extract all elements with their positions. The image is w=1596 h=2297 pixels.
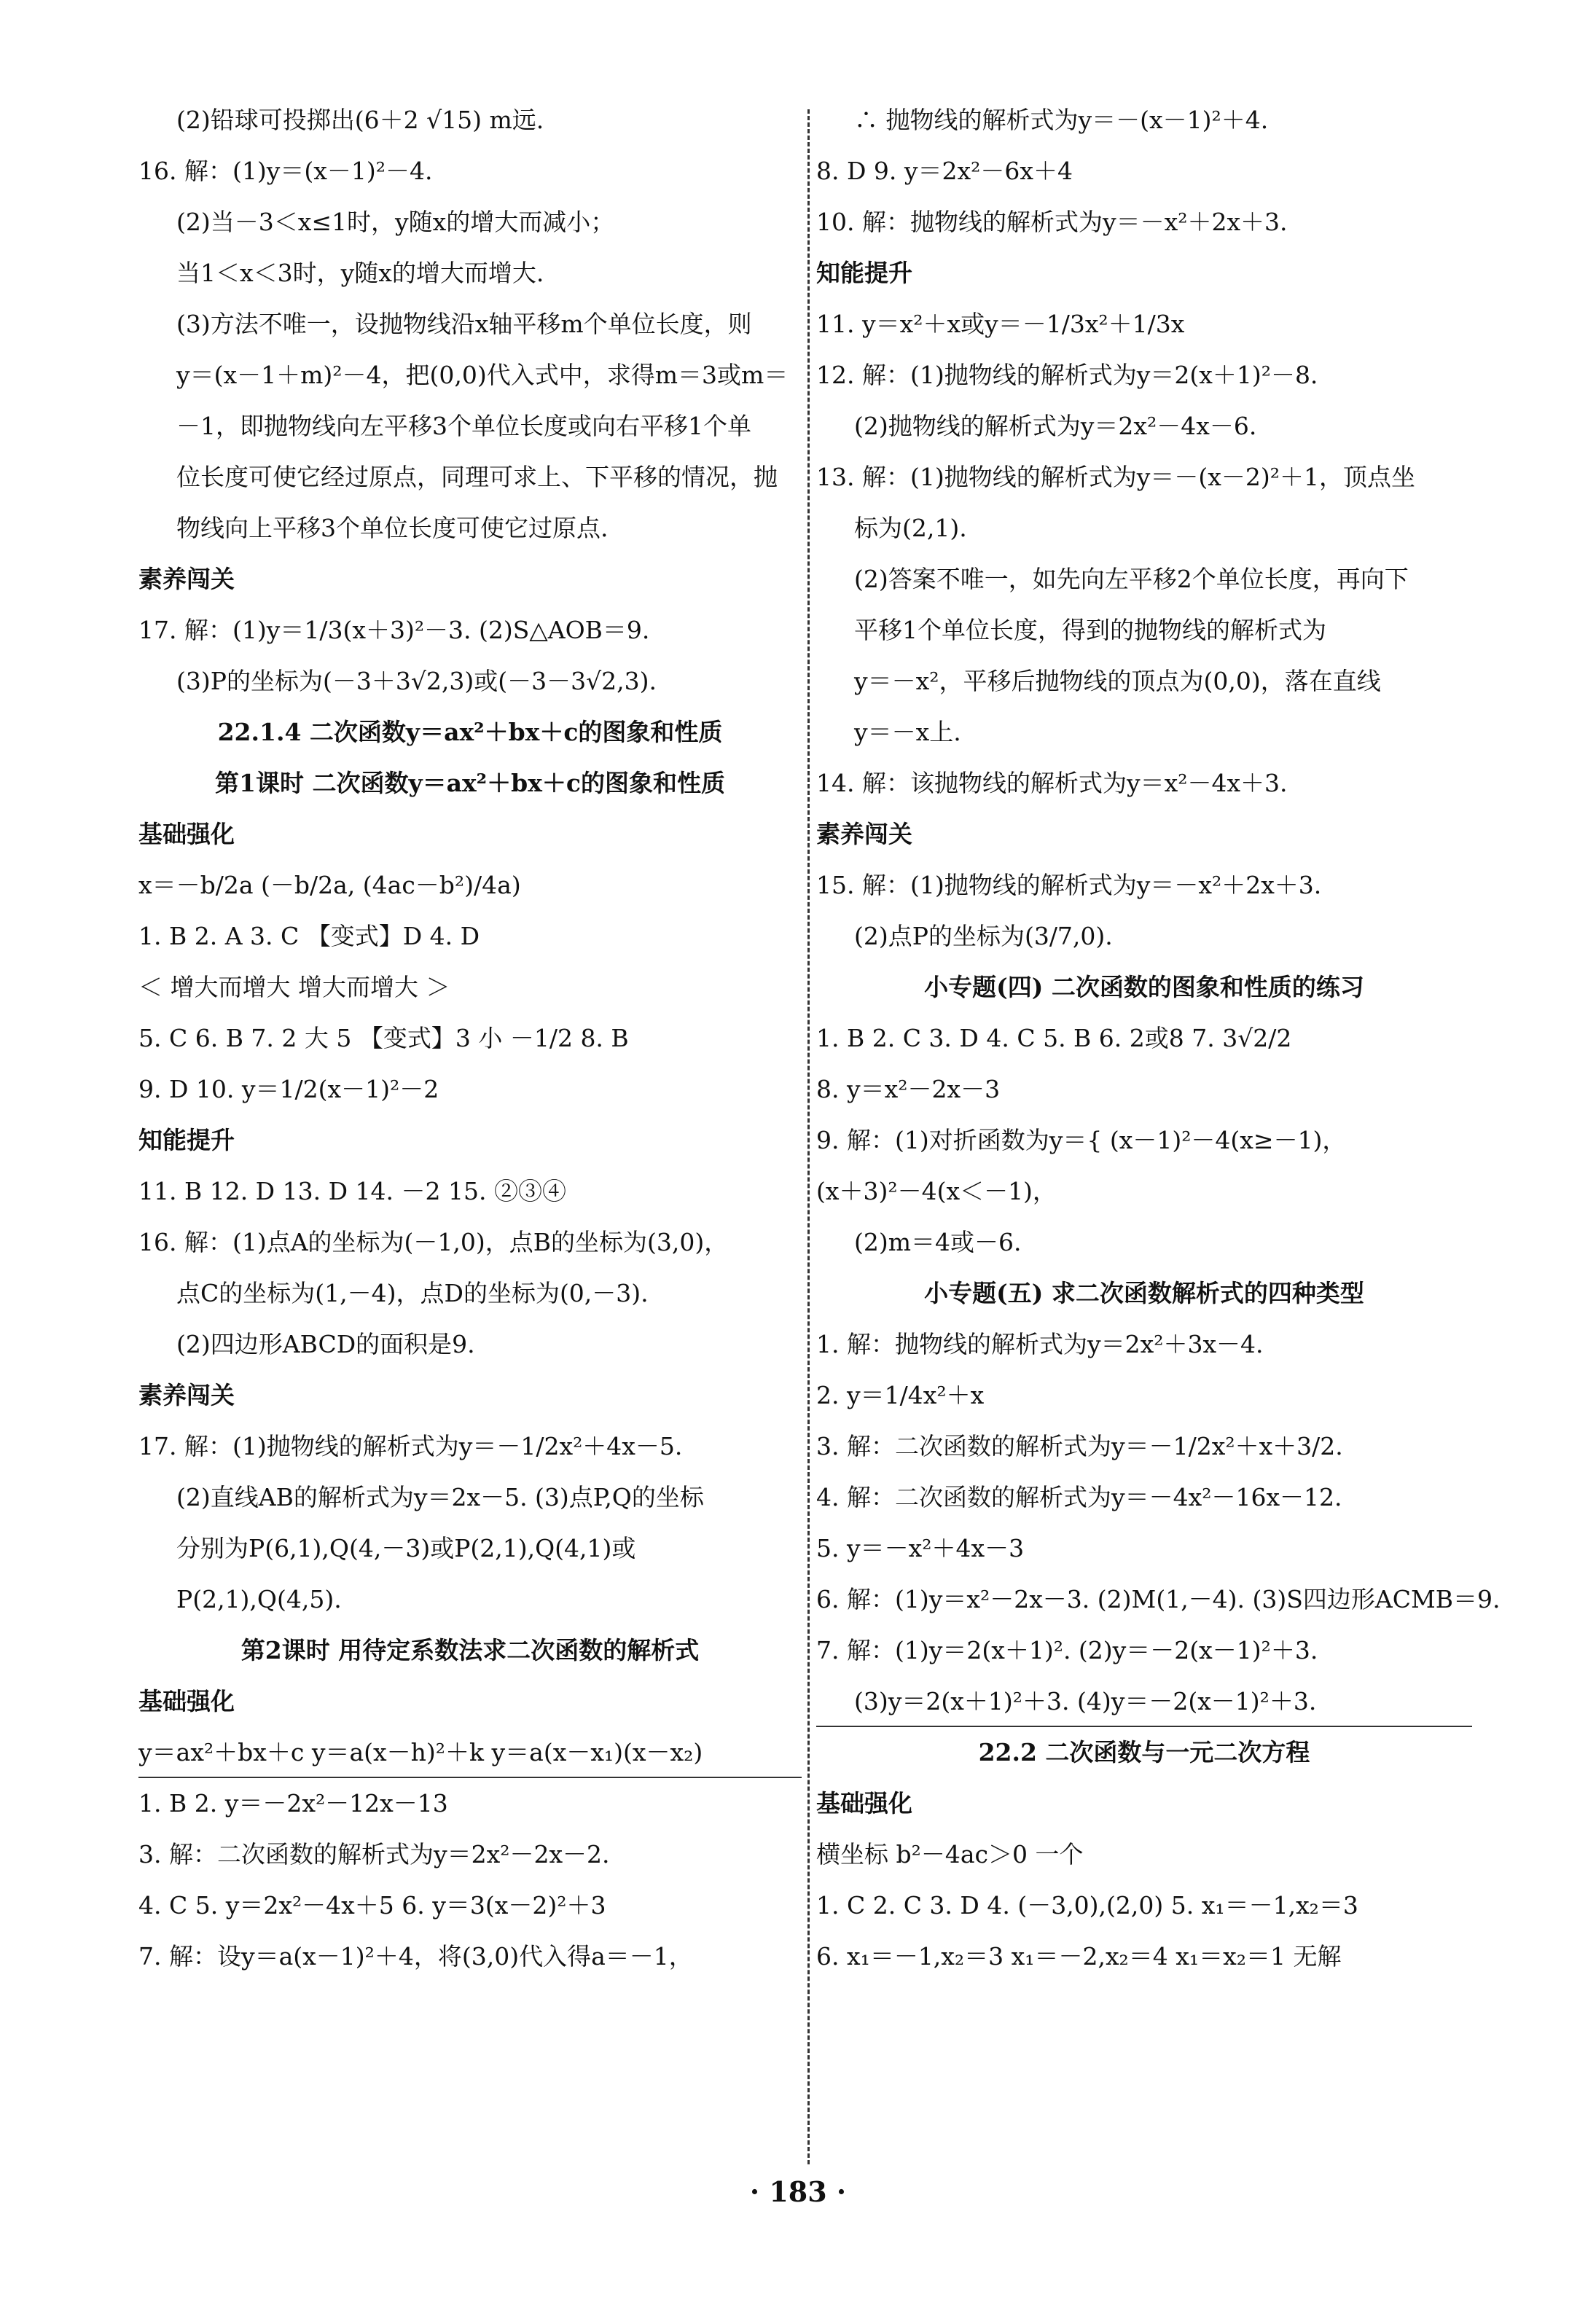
section-heading: 知能提升 xyxy=(138,1126,235,1154)
section-heading: 素养闯关 xyxy=(138,1381,235,1409)
answer-line: 11. B 12. D 13. D 14. －2 15. ②③④ xyxy=(138,1177,566,1205)
answer-line: －1，即抛物线向左平移3个单位长度或向右平移1个单 xyxy=(176,412,751,440)
answer-line: 3. 解：二次函数的解析式为y＝2x²－2x－2. xyxy=(138,1840,610,1868)
answer-line: 标为(2,1). xyxy=(854,514,967,542)
answer-line: 13. 解：(1)抛物线的解析式为y＝－(x－2)²＋1，顶点坐 xyxy=(816,463,1415,491)
answer-line: 1. B 2. A 3. C 【变式】D 4. D xyxy=(138,922,480,950)
answer-line: 分别为P(6,1),Q(4,－3)或P(2,1),Q(4,1)或 xyxy=(176,1534,636,1562)
answer-line: 平移1个单位长度，得到的抛物线的解析式为 xyxy=(854,616,1326,644)
answer-line: (x＋3)²－4(x＜－1)， xyxy=(816,1177,1057,1205)
answer-line: 12. 解：(1)抛物线的解析式为y＝2(x＋1)²－8. xyxy=(816,361,1318,389)
answer-line: 当1＜x＜3时，y随x的增大而增大. xyxy=(176,259,544,287)
answer-line: 物线向上平移3个单位长度可使它过原点. xyxy=(176,514,609,542)
answer-line: 16. 解：(1)点A的坐标为(－1,0)，点B的坐标为(3,0)， xyxy=(138,1228,729,1256)
answer-line: (2)当－3＜x≤1时，y随x的增大而减小； xyxy=(176,208,615,236)
answer-line: 6. x₁＝－1,x₂＝3 x₁＝－2,x₂＝4 x₁＝x₂＝1 无解 xyxy=(816,1942,1342,1971)
answer-line: 11. y＝x²＋x或y＝－1/3x²＋1/3x xyxy=(816,310,1185,338)
answer-line: 1. B 2. y＝－2x²－12x－13 xyxy=(138,1789,448,1817)
answer-line: 2. y＝1/4x²＋x xyxy=(816,1381,985,1409)
right-column xyxy=(816,95,1501,1982)
answer-line: 9. D 10. y＝1/2(x－1)²－2 xyxy=(138,1075,439,1103)
left-column xyxy=(138,95,802,1982)
chapter-title: 小专题(五) 求二次函数解析式的四种类型 xyxy=(924,1279,1364,1307)
answer-line: 6. 解：(1)y＝x²－2x－3. (2)M(1,－4). (3)S四边形ACMB＝9. xyxy=(816,1585,1501,1613)
answer-line: (2)铅球可投掷出(6＋2 √15) m远. xyxy=(176,106,544,134)
answer-line: 5. C 6. B 7. 2 大 5 【变式】3 小 －1/2 8. B xyxy=(138,1024,629,1052)
answer-line: (2)m＝4或－6. xyxy=(854,1228,1022,1256)
answer-line: 4. C 5. y＝2x²－4x＋5 6. y＝3(x－2)²＋3 xyxy=(138,1891,606,1920)
answer-line: 5. y＝－x²＋4x－3 xyxy=(816,1534,1025,1562)
answer-line: (2)点P的坐标为(3/7,0). xyxy=(854,922,1113,950)
answer-line: ＜ 增大而增大 增大而增大 ＞ xyxy=(138,973,450,1001)
answer-line: (2)答案不唯一，如先向左平移2个单位长度，再向下 xyxy=(854,565,1409,593)
chapter-title: 小专题(四) 二次函数的图象和性质的练习 xyxy=(924,973,1364,1001)
answer-line: (2)抛物线的解析式为y＝2x²－4x－6. xyxy=(854,412,1257,440)
answer-line: 1. B 2. C 3. D 4. C 5. B 6. 2或8 7. 3√2/2 xyxy=(816,1024,1292,1052)
answer-line: x＝－b/2a (－b/2a, (4ac－b²)/4a) xyxy=(138,871,521,899)
answer-line: 9. 解：(1)对折函数为y＝{ (x－1)²－4(x≥－1)， xyxy=(816,1126,1347,1154)
chapter-title: 第2课时 用待定系数法求二次函数的解析式 xyxy=(240,1636,700,1664)
answer-line: P(2,1),Q(4,5). xyxy=(176,1585,342,1613)
answer-line: 15. 解：(1)抛物线的解析式为y＝－x²＋2x＋3. xyxy=(816,871,1322,899)
section-heading: 基础强化 xyxy=(138,820,235,848)
answer-line: 横坐标 b²－4ac＞0 一个 xyxy=(816,1840,1084,1868)
answer-line: 3. 解：二次函数的解析式为y＝－1/2x²＋x＋3/2. xyxy=(816,1432,1343,1460)
answer-line: (3)P的坐标为(－3＋3√2,3)或(－3－3√2,3). xyxy=(176,667,657,695)
answer-line: y＝ax²＋bx＋c y＝a(x－h)²＋k y＝a(x－x₁)(x－x₂) xyxy=(138,1727,802,1778)
answer-line: 1. C 2. C 3. D 4. (－3,0),(2,0) 5. x₁＝－1,x₂＝3 xyxy=(816,1891,1358,1920)
answer-line: y＝－x²，平移后抛物线的顶点为(0,0)，落在直线 xyxy=(854,667,1381,695)
answer-line: 位长度可使它经过原点，同理可求上、下平移的情况，抛 xyxy=(176,463,778,491)
section-heading: 素养闯关 xyxy=(138,565,235,593)
answer-line: 10. 解：抛物线的解析式为y＝－x²＋2x＋3. xyxy=(816,208,1288,236)
answer-line: 点C的坐标为(1,－4)，点D的坐标为(0,－3). xyxy=(176,1279,649,1307)
column-divider xyxy=(807,109,810,2164)
answer-line: y＝－x上. xyxy=(854,718,961,746)
answer-line: 14. 解：该抛物线的解析式为y＝x²－4x＋3. xyxy=(816,769,1288,797)
answer-line: 8. y＝x²－2x－3 xyxy=(816,1075,1001,1103)
chapter-title: 22.2 二次函数与一元二次方程 xyxy=(978,1738,1310,1766)
answer-line: 8. D 9. y＝2x²－6x＋4 xyxy=(816,157,1073,185)
answer-line: 7. 解：(1)y＝2(x＋1)². (2)y＝－2(x－1)²＋3. xyxy=(816,1636,1318,1664)
answer-line: 1. 解：抛物线的解析式为y＝2x²＋3x－4. xyxy=(816,1330,1264,1358)
answer-line: (2)直线AB的解析式为y＝2x－5. (3)点P,Q的坐标 xyxy=(176,1483,704,1511)
answer-line: 16. 解：(1)y＝(x－1)²－4. xyxy=(138,157,433,185)
answer-line: ∴ 抛物线的解析式为y＝－(x－1)²＋4. xyxy=(854,106,1269,134)
answer-line: (2)四边形ABCD的面积是9. xyxy=(176,1330,475,1358)
answer-line: 17. 解：(1)抛物线的解析式为y＝－1/2x²＋4x－5. xyxy=(138,1432,683,1460)
page-number: · 183 · xyxy=(749,2175,847,2208)
section-heading: 知能提升 xyxy=(816,259,912,287)
answer-line: 7. 解：设y＝a(x－1)²＋4，将(3,0)代入得a＝－1， xyxy=(138,1942,693,1971)
answer-line: (3)方法不唯一，设抛物线沿x轴平移m个单位长度，则 xyxy=(176,310,752,338)
chapter-title: 22.1.4 二次函数y＝ax²＋bx＋c的图象和性质 xyxy=(217,718,723,746)
answer-line: 17. 解：(1)y＝1/3(x＋3)²－3. (2)S△AOB＝9. xyxy=(138,616,650,644)
section-heading: 基础强化 xyxy=(138,1687,235,1715)
section-heading: 基础强化 xyxy=(816,1789,912,1817)
chapter-title: 第1课时 二次函数y＝ax²＋bx＋c的图象和性质 xyxy=(215,769,725,797)
answer-line: y＝(x－1＋m)²－4，把(0,0)代入式中，求得m＝3或m＝ xyxy=(176,361,789,389)
answer-line: 4. 解：二次函数的解析式为y＝－4x²－16x－12. xyxy=(816,1483,1342,1511)
answer-line: (3)y＝2(x＋1)²＋3. (4)y＝－2(x－1)²＋3. xyxy=(816,1676,1472,1727)
section-heading: 素养闯关 xyxy=(816,820,912,848)
